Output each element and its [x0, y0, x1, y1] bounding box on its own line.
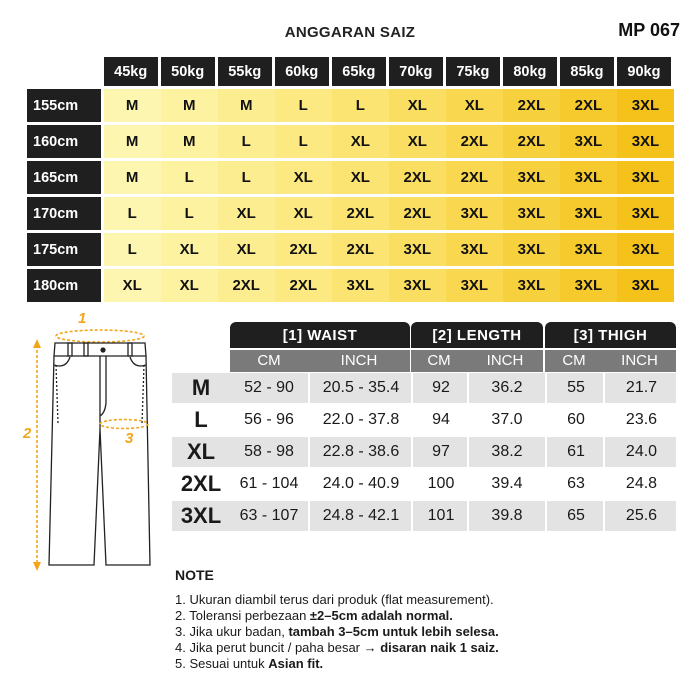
size-cell: 3XL: [560, 230, 617, 266]
size-cell: 2XL: [389, 158, 446, 194]
weight-header: 90kg: [617, 57, 674, 86]
notes-list: [175, 592, 695, 672]
size-cell: 3XL: [560, 122, 617, 158]
size-cell: 2XL: [275, 230, 332, 266]
size-estimate-table: [27, 57, 674, 302]
note-item: [175, 640, 695, 656]
weight-header: 80kg: [503, 57, 560, 86]
measurement-cell: 60: [545, 405, 605, 435]
size-cell: XL: [275, 158, 332, 194]
size-cell: XL: [389, 122, 446, 158]
measurement-cell: 23.6: [603, 405, 678, 435]
product-code: MP 067: [618, 20, 680, 40]
measurement-cell: 20.5 - 35.4: [308, 373, 412, 403]
height-row: [27, 230, 674, 266]
height-row: [27, 194, 674, 230]
weight-header: 75kg: [446, 57, 503, 86]
size-cell: L: [104, 230, 161, 266]
measurement-cell: 55: [545, 373, 605, 403]
corner-cell: [27, 57, 104, 86]
size-cell: L: [161, 194, 218, 230]
measurement-cell: 38.2: [467, 437, 545, 467]
measurement-cell: 22.8 - 38.6: [308, 437, 412, 467]
note-item: [175, 592, 695, 608]
size-cell: L: [161, 158, 218, 194]
size-cell: L: [332, 86, 389, 122]
weight-header: 50kg: [161, 57, 218, 86]
size-cell: 3XL: [332, 266, 389, 302]
height-label: 175cm: [27, 230, 104, 266]
weight-header-row: [27, 57, 674, 86]
size-cell: 3XL: [389, 230, 446, 266]
length-header: [2] LENGTH: [411, 322, 543, 348]
note-emphasis: disaran naik 1 saiz.: [380, 640, 499, 655]
measurement-cell: 63 - 107: [239, 507, 299, 524]
note-item: [175, 624, 695, 640]
weight-header: 65kg: [332, 57, 389, 86]
measurement-cell: 39.4: [467, 469, 545, 499]
waist-header: [1] WAIST: [230, 322, 410, 348]
size-cell: 2XL: [332, 230, 389, 266]
size-cell: XL: [389, 86, 446, 122]
height-label: 160cm: [27, 122, 104, 158]
measurement-cell: 24.0: [603, 437, 678, 467]
size-cell: 3XL: [389, 266, 446, 302]
size-cell: M: [104, 158, 161, 194]
measurement-cell: 101: [411, 501, 469, 531]
size-cell: XL: [161, 266, 218, 302]
size-label: 2XL: [180, 471, 222, 496]
measurement-cell: 61 - 104: [239, 475, 299, 492]
note-emphasis: ±2–5cm adalah normal.: [309, 608, 453, 623]
measurement-cell: 65: [545, 501, 605, 531]
measurement-table: [172, 322, 678, 534]
size-cell: 3XL: [617, 86, 674, 122]
weight-header: 70kg: [389, 57, 446, 86]
measurement-cell: 61: [545, 437, 605, 467]
measurement-cell: 22.0 - 37.8: [308, 405, 412, 435]
thigh-header: [3] THIGH: [545, 322, 676, 348]
weight-header: 85kg: [560, 57, 617, 86]
note-item: [175, 608, 695, 624]
size-cell: L: [275, 86, 332, 122]
thigh-measure-ellipse: [100, 420, 148, 429]
size-cell: XL: [332, 158, 389, 194]
note-title: NOTE: [175, 567, 214, 583]
size-cell: XL: [218, 194, 275, 230]
measurement-cell: 36.2: [467, 373, 545, 403]
label-2: 2: [23, 425, 32, 442]
measurement-cell: 21.7: [603, 373, 678, 403]
note-text: 2. Toleransi perbezaan: [175, 608, 310, 623]
size-cell: L: [218, 158, 275, 194]
size-cell: 2XL: [503, 86, 560, 122]
size-cell: 3XL: [617, 158, 674, 194]
weight-header: 60kg: [275, 57, 332, 86]
height-label: 155cm: [27, 86, 104, 122]
size-cell: M: [104, 122, 161, 158]
thigh-inch-header: INCH: [603, 350, 676, 372]
note-text: 4. Jika perut buncit / paha besar →: [175, 640, 381, 655]
note-text: 5. Sesuai untuk: [175, 656, 269, 671]
measurement-cell: 56 - 96: [244, 411, 294, 428]
label-3: 3: [125, 430, 134, 447]
height-label: 165cm: [27, 158, 104, 194]
size-cell: XL: [332, 122, 389, 158]
measurement-cell: 97: [411, 437, 469, 467]
waist-inch-header: INCH: [308, 350, 410, 372]
size-cell: 3XL: [560, 158, 617, 194]
size-cell: M: [161, 86, 218, 122]
size-cell: M: [161, 122, 218, 158]
weight-header: 55kg: [218, 57, 275, 86]
measurement-cell: 37.0: [467, 405, 545, 435]
note-item: [175, 656, 695, 672]
chart-title: ANGGARAN SAIZ: [284, 24, 416, 41]
measurement-cell: 25.6: [603, 501, 678, 531]
size-cell: 2XL: [275, 266, 332, 302]
size-cell: XL: [104, 266, 161, 302]
height-label: 170cm: [27, 194, 104, 230]
size-cell: L: [218, 122, 275, 158]
size-cell: 2XL: [446, 158, 503, 194]
size-cell: 3XL: [617, 122, 674, 158]
size-cell: 3XL: [617, 194, 674, 230]
size-cell: XL: [446, 86, 503, 122]
label-1: 1: [78, 310, 87, 327]
measurement-cell: 24.8 - 42.1: [308, 501, 412, 531]
size-cell: XL: [218, 230, 275, 266]
size-cell: 3XL: [503, 158, 560, 194]
measurement-cell: 24.8: [603, 469, 678, 499]
size-cell: 3XL: [446, 230, 503, 266]
measurement-cell: 58 - 98: [244, 443, 294, 460]
size-cell: 2XL: [503, 122, 560, 158]
note-text: 3. Jika ukur badan,: [175, 624, 289, 639]
size-cell: XL: [161, 230, 218, 266]
button-icon: [100, 347, 105, 352]
pants-diagram: [20, 303, 170, 573]
size-cell: 3XL: [560, 266, 617, 302]
size-cell: 2XL: [389, 194, 446, 230]
measurement-cell: 92: [411, 373, 469, 403]
size-cell: L: [104, 194, 161, 230]
size-cell: 3XL: [560, 194, 617, 230]
size-label: XL: [186, 439, 216, 464]
weight-header: 45kg: [104, 57, 161, 86]
length-inch-header: INCH: [467, 350, 543, 372]
size-label: 3XL: [180, 503, 222, 528]
size-cell: M: [218, 86, 275, 122]
size-cell: 3XL: [503, 230, 560, 266]
height-row: [27, 158, 674, 194]
waist-measure-ellipse: [56, 330, 144, 342]
size-cell: 3XL: [446, 194, 503, 230]
size-cell: M: [104, 86, 161, 122]
size-cell: 3XL: [503, 266, 560, 302]
size-cell: 2XL: [218, 266, 275, 302]
height-row: [27, 266, 674, 302]
measurement-cell: 100: [411, 469, 469, 499]
size-cell: XL: [275, 194, 332, 230]
size-cell: 2XL: [332, 194, 389, 230]
measurement-cell: 63: [545, 469, 605, 499]
size-cell: 3XL: [617, 230, 674, 266]
thigh-cm-header: CM: [545, 350, 603, 372]
measurement-cell: 39.8: [467, 501, 545, 531]
waist-cm-header: CM: [230, 350, 308, 372]
height-label: 180cm: [27, 266, 104, 302]
size-cell: L: [275, 122, 332, 158]
note-emphasis: tambah 3–5cm untuk lebih selesa.: [288, 624, 499, 639]
size-cell: 2XL: [560, 86, 617, 122]
measurement-cell: 52 - 90: [244, 379, 294, 396]
measurement-cell: 94: [411, 405, 469, 435]
size-cell: 3XL: [617, 266, 674, 302]
height-row: [27, 122, 674, 158]
pants-outline: [49, 343, 150, 565]
size-label: L: [194, 407, 208, 432]
height-row: [27, 86, 674, 122]
length-cm-header: CM: [411, 350, 467, 372]
measurement-cell: 24.0 - 40.9: [308, 469, 412, 499]
note-text: 1. Ukuran diambil terus dari produk (flat measurement).: [175, 592, 494, 607]
size-cell: 3XL: [503, 194, 560, 230]
note-emphasis: Asian fit.: [268, 656, 324, 671]
size-cell: 2XL: [446, 122, 503, 158]
size-cell: 3XL: [446, 266, 503, 302]
size-label: M: [191, 375, 211, 400]
